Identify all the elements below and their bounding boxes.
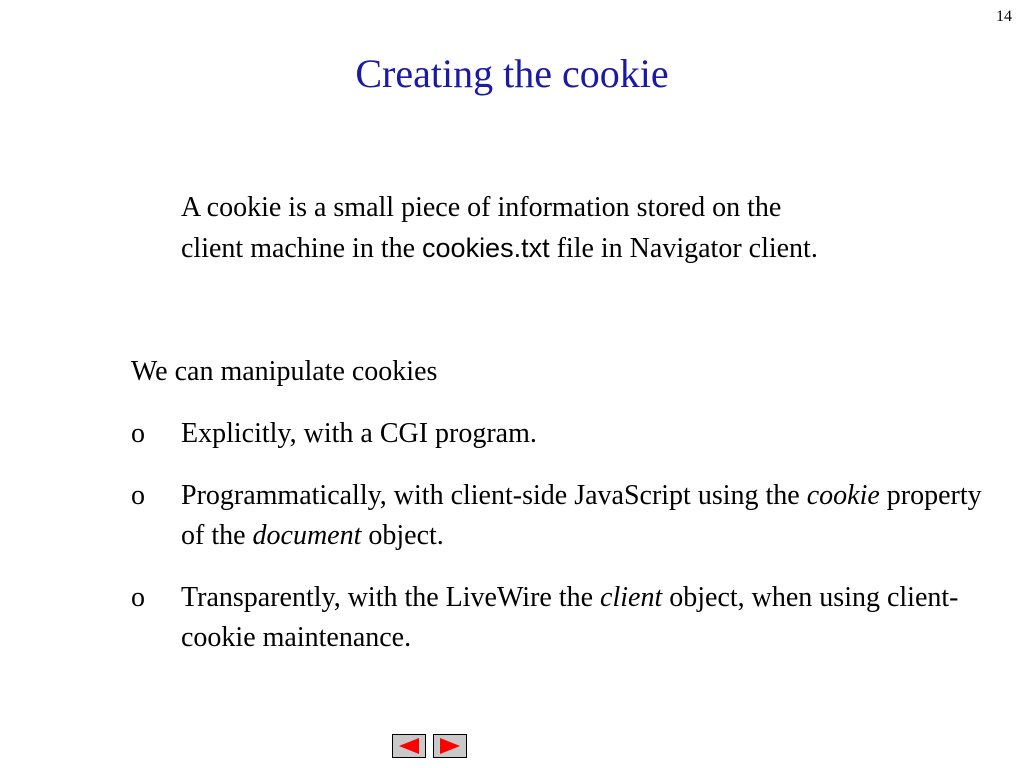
bullet-text-part2: property of the xyxy=(181,480,982,551)
bullet-text xyxy=(181,476,991,556)
intro-line1: A cookie is a small piece of information stored on the xyxy=(181,192,782,223)
right-arrow-icon xyxy=(438,737,462,755)
cookies-filename: cookies.txt xyxy=(422,233,550,263)
cookie-property-term: cookie xyxy=(806,480,880,511)
page-number: 14 xyxy=(996,8,1012,25)
slide-navigation xyxy=(392,734,467,758)
intro-line2-prefix: client machine in the xyxy=(181,233,423,264)
bullet-text-part1: Transparently, with the LiveWire the xyxy=(181,582,601,613)
intro-paragraph xyxy=(181,188,981,269)
next-slide-button[interactable] xyxy=(433,734,467,758)
bullet-marker: o xyxy=(131,418,145,449)
bullet-marker: o xyxy=(131,582,145,613)
document-object-term: document xyxy=(252,520,362,551)
left-arrow-icon xyxy=(397,737,421,755)
bullet-text-part2: object, when using client-cookie maintenance. xyxy=(181,582,959,653)
previous-slide-button[interactable] xyxy=(392,734,426,758)
slide-title: Creating the cookie xyxy=(355,51,669,96)
bullet-text xyxy=(181,578,991,658)
bullet-item-javascript xyxy=(131,476,991,556)
client-object-term: client xyxy=(600,582,663,613)
manipulate-heading: We can manipulate cookies xyxy=(131,356,438,387)
bullet-marker: o xyxy=(131,480,145,511)
bullet-text-part3: object. xyxy=(361,520,444,551)
bullet-text: Explicitly, with a CGI program. xyxy=(181,418,537,449)
intro-line2-suffix: file in Navigator client. xyxy=(549,233,818,264)
bullet-item-cgi xyxy=(131,414,991,454)
bullet-item-livewire xyxy=(131,578,991,658)
bullet-text-part1: Programmatically, with client-side JavaScript using the xyxy=(181,480,807,511)
